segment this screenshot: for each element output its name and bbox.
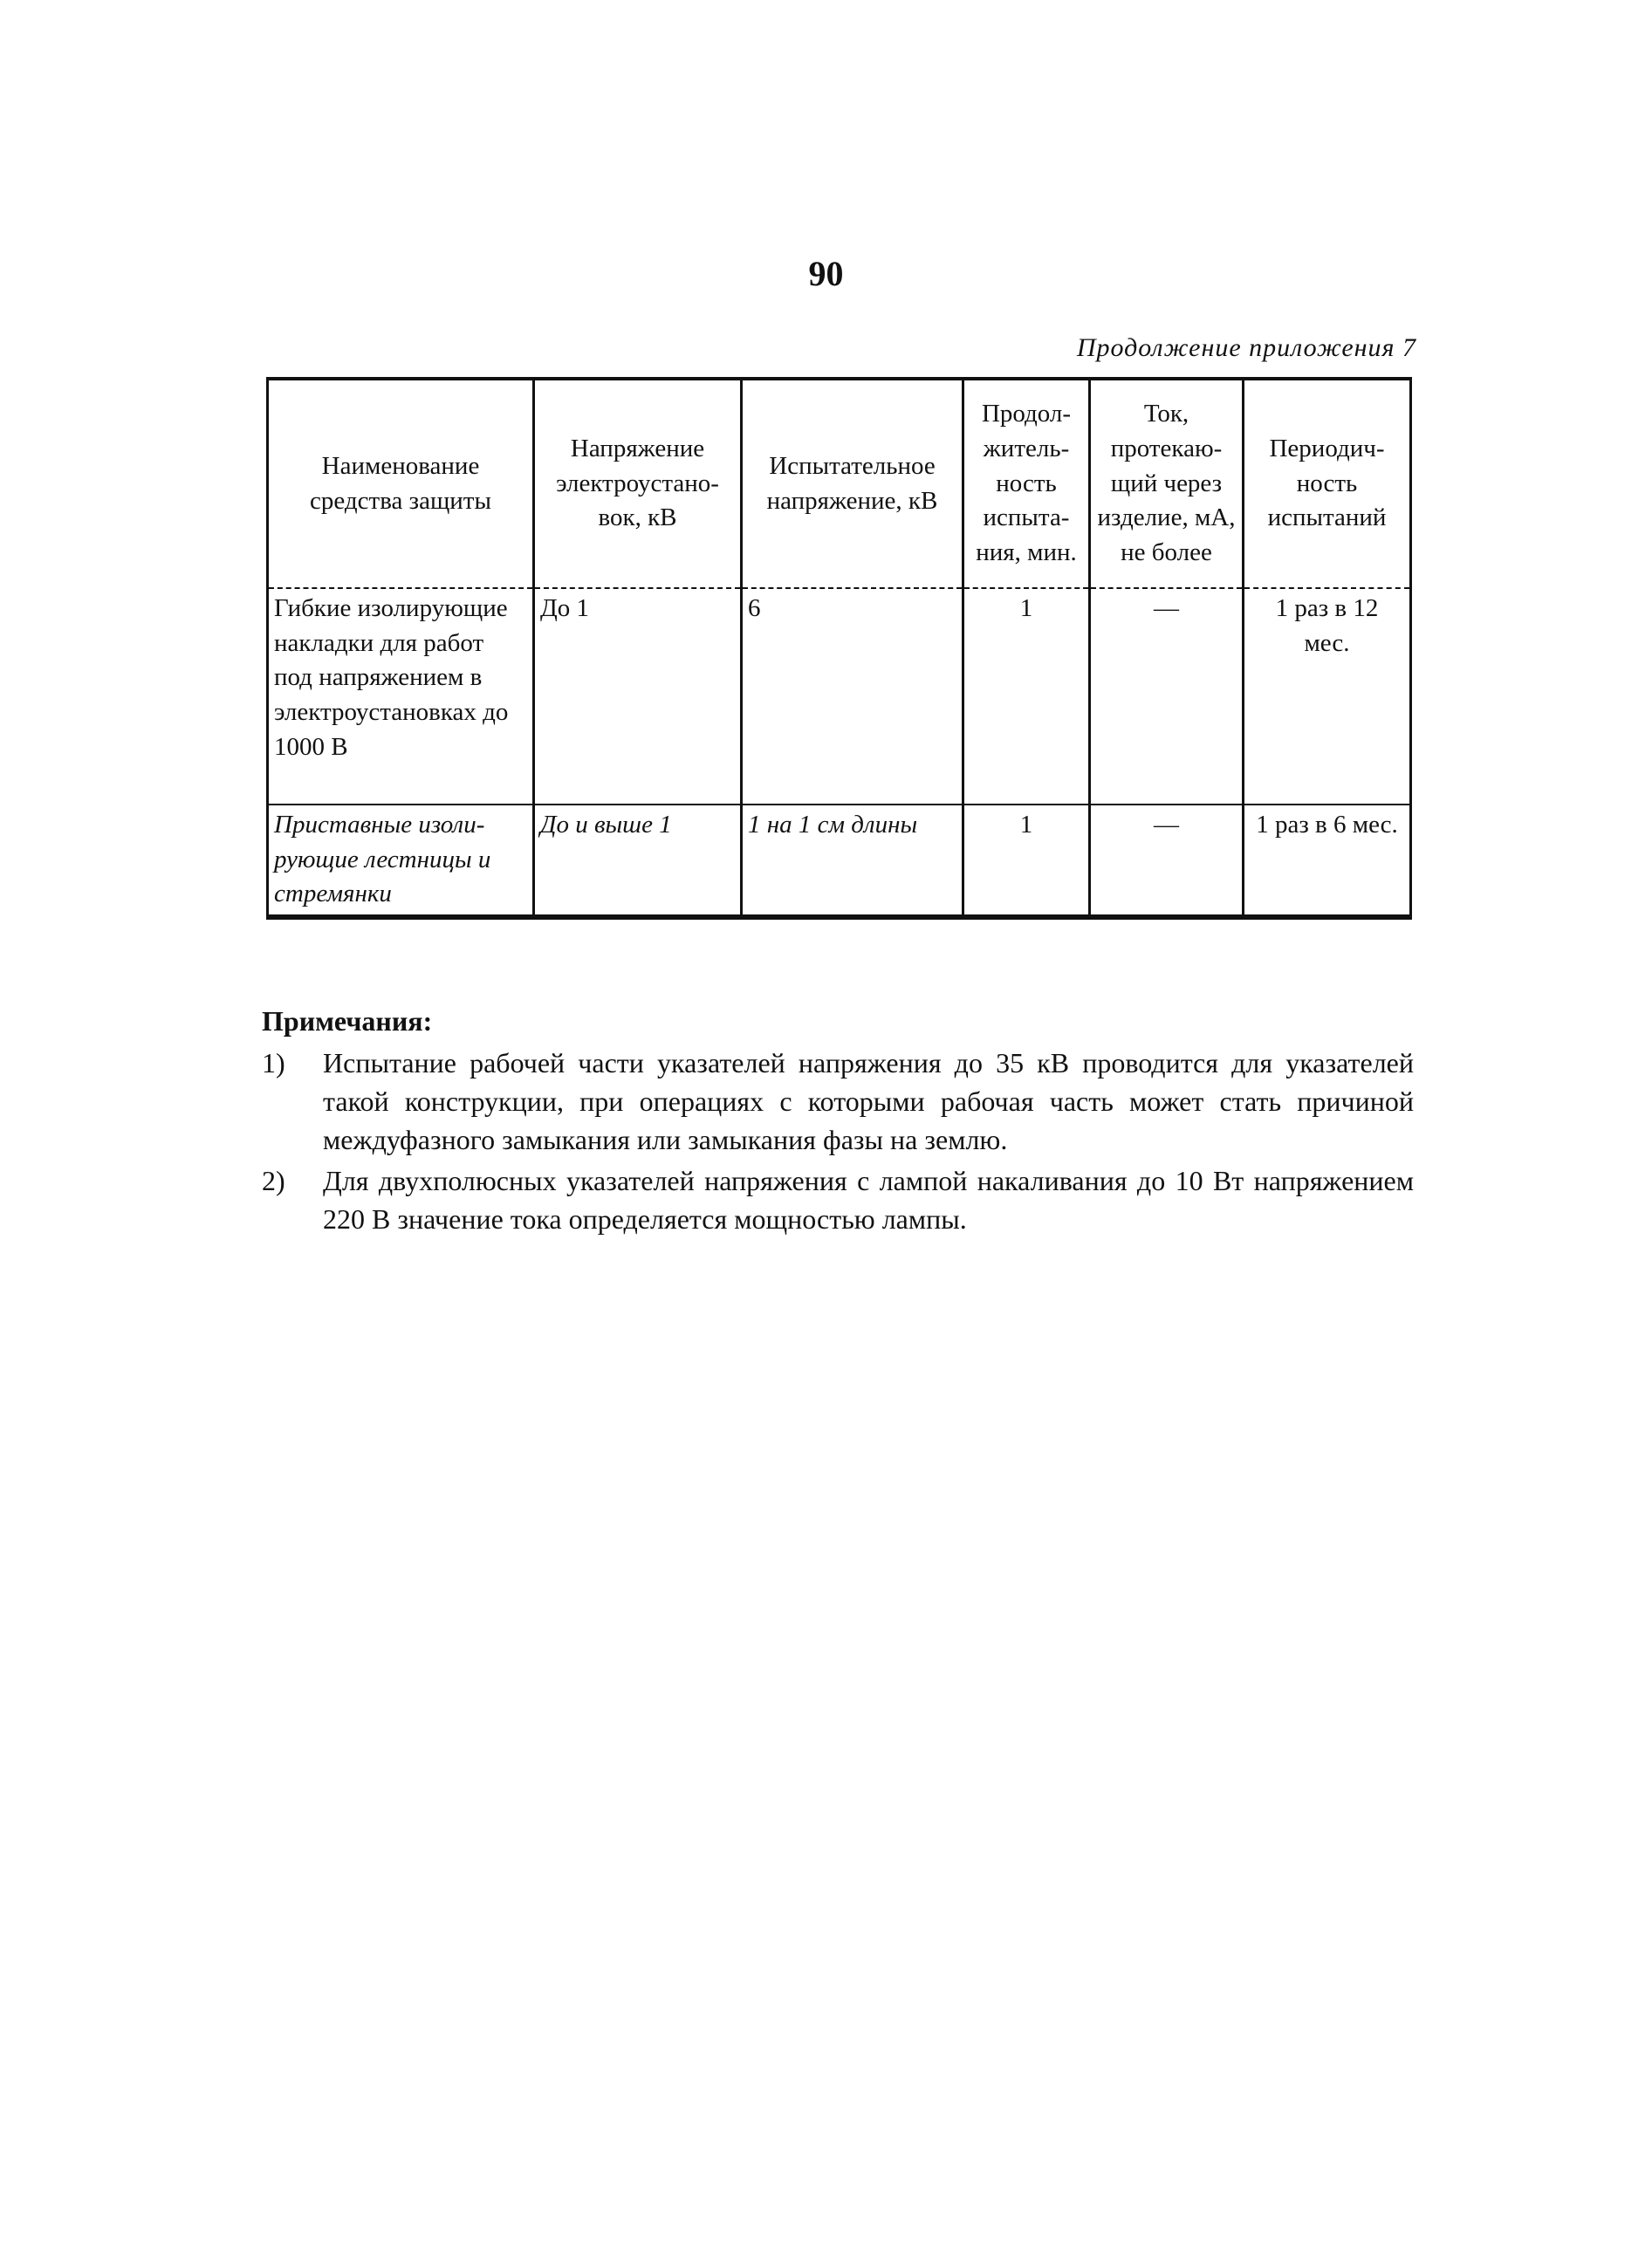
notes-title: Примечания: — [262, 1005, 433, 1037]
note-item — [262, 1044, 1414, 1159]
cell-periodicity: 1 раз в 12 мес. — [1244, 588, 1411, 805]
cell-current: — — [1090, 588, 1244, 805]
cell-voltage: До и выше 1 — [534, 805, 742, 917]
header-periodicity: Периодич-ность испытаний — [1244, 379, 1411, 588]
cell-current: — — [1090, 805, 1244, 917]
cell-test-voltage: 6 — [742, 588, 963, 805]
notes-section — [262, 1002, 1414, 1240]
table-row — [268, 805, 1411, 917]
table-header-row — [268, 379, 1411, 588]
note-item — [262, 1161, 1414, 1238]
header-duration: Продол-житель-ность испыта-ния, мин. — [963, 379, 1090, 588]
note-text: Испытание рабочей части указателей напряжения до 35 кВ проводится для указателей такой конструкции, при операциях с которыми рабочая часть может стать причиной междуфазного замыкания или замыкания фазы на землю. — [323, 1047, 1414, 1156]
header-name: Наименование средства защиты — [268, 379, 534, 588]
note-number: 1) — [262, 1047, 285, 1079]
page-number: 90 — [808, 254, 844, 293]
cell-periodicity: 1 раз в 6 мес. — [1244, 805, 1411, 917]
protection-means-table — [266, 377, 1412, 920]
cell-name: Приставные изоли-рующие лестницы и стремянки — [268, 805, 534, 917]
table-row — [268, 588, 1411, 805]
cell-duration: 1 — [963, 805, 1090, 917]
header-current: Ток, протекаю-щий через изделие, мА, не более — [1090, 379, 1244, 588]
cell-duration: 1 — [963, 588, 1090, 805]
cell-test-voltage: 1 на 1 см длины — [742, 805, 963, 917]
note-number: 2) — [262, 1164, 285, 1196]
note-text: Для двухполюсных указателей напряжения с лампой накаливания до 10 Вт напряжением 220 В значение тока определяется мощностью лампы. — [323, 1164, 1414, 1235]
cell-name: Гибкие изолирующие накладки для работ под напряжением в электроустановках до 1000 В — [268, 588, 534, 805]
header-test-voltage: Испытательное напряжение, кВ — [742, 379, 963, 588]
continuation-caption: Продолжение приложения 7 — [1076, 333, 1416, 362]
cell-voltage: До 1 — [534, 588, 742, 805]
header-voltage: Напряжение электроустано-вок, кВ — [534, 379, 742, 588]
